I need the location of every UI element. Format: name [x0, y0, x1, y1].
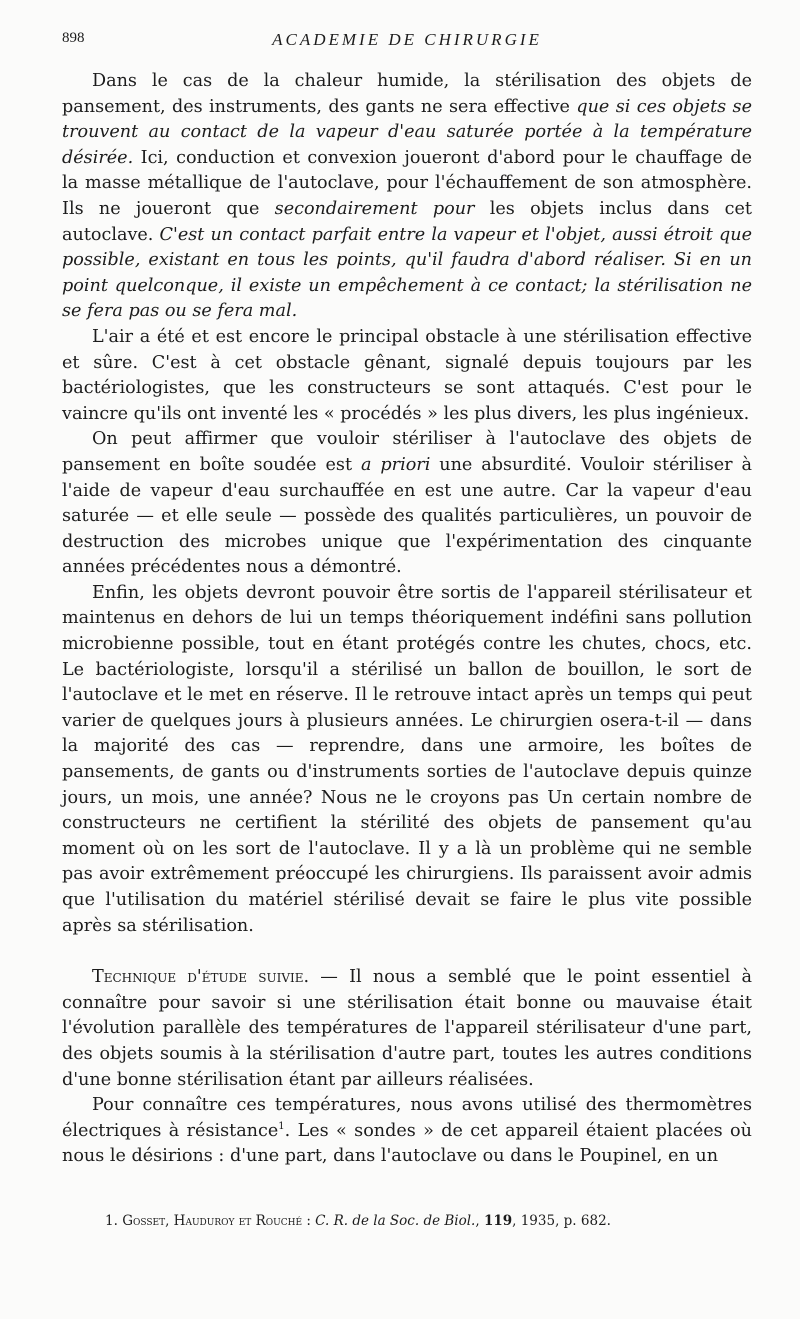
footnote-reference[interactable]: 1 — [278, 1120, 285, 1132]
footnote-rest: , 1935, p. 682. — [512, 1213, 611, 1229]
p1-italic-2: secondairement pour — [274, 198, 475, 219]
paragraph-4: Enfin, les objets devront pouvoir être sortis de l'appareil stérilisateur et maintenus en dehors de lui un temps théoriquement indéfini sans pollution microbienne possible, tout en étant protégés contre les chutes, chocs, etc. Le bactériologiste, lorsqu'il a stérilisé un ballon de bouillon, le sort de l'autoclave et le met en réserve. Il le retrouve intact après un temps qui peut varier de quelques jours à plusieurs années. Le chirurgien osera-t-il — dans la majorité des cas — reprendre, dans une armoire, les boîtes de pansements, de gants ou d'instruments sorties de l'autoclave depuis quinze jours, un mois, une année? Nous ne le croyons pas Un certain nombre de constructeurs ne certifient la stérilité des objets de pansement qu'au moment où on les sort de l'autoclave. Il y a là un problème qui ne semble pas avoir extrêmement préoccupé les chirurgiens. Ils paraissent avoir admis que l'utilisation du matériel stérilisé devait se faire le plus vite possible après sa stérilisation. — [62, 582, 752, 936]
p1-text-2: Ici, conduction et convexion joueront d'abord pour le chauffage de la masse métallique de l'autoclave, pour l'échauffement de son atmosphère. Ils ne joueront que — [62, 147, 752, 219]
running-title: ACADEMIE DE CHIRURGIE — [272, 30, 542, 49]
page-header — [62, 30, 752, 56]
p6-text-2: . Les « sondes » de cet appareil étaient placées où nous le désirions : d'une part, dans l'autoclave ou dans le Poupinel, en un — [62, 1120, 752, 1167]
p3-italic-1: a priori — [360, 454, 431, 475]
footnote-volume: 119 — [483, 1213, 513, 1229]
p3-text-1: On peut affirmer que vouloir stériliser à l'autoclave des objets de pansement en boîte soudée est — [62, 429, 752, 475]
p1-text-3: les objets inclus dans cet autoclave. — [62, 198, 752, 245]
paragraph-2: L'air a été et est encore le principal obstacle à une stérilisation effective et sûre. C'est à cet obstacle gênant, signalé depuis toujours par les bactériologistes, que les constructeurs se sont attaqués. C'est pour le vaincre qu'ils ont inventé les « procédés » les plus divers, les plus ingénieux. — [62, 326, 752, 424]
section-heading: Technique d'étude suivie. — [92, 967, 310, 988]
footnote-journal: C. R. de la Soc. de Biol. — [315, 1213, 476, 1229]
p5-text: — Il nous a semblé que le point essentiel à connaître pour savoir si une stérilisation était bonne ou mauvaise était l'évolution parallèle des températures de l'appareil stérilisateur d'une part, des objets soumis à la stérilisation d'autre part, toutes les autres conditions d'une bonne stérilisation étant par ailleurs réalisées. — [62, 967, 752, 1090]
paragraph-5 — [62, 965, 752, 1093]
footnote-authors: Gosset, Hauduroy et Rouché — [122, 1213, 303, 1229]
paragraph-6 — [62, 1093, 752, 1170]
p1-italic-1: que si ces objets se trouvent au contact de la vapeur d'eau saturée portée à la température désirée. — [62, 96, 752, 168]
footnote — [105, 1212, 755, 1230]
paragraph-1 — [62, 69, 752, 325]
body-text — [62, 69, 752, 1170]
footnote-separator: : — [302, 1213, 316, 1229]
footnote-number: 1. — [105, 1213, 118, 1229]
p1-italic-3: C'est un contact parfait entre la vapeur et l'objet, aussi étroit que possible, existant en tous les points, qu'il faudra d'abord réaliser. Si en un point quelconque, il existe un empêchement à ce contact; la stérilisation ne se fera pas ou se fera mal. — [62, 224, 752, 322]
p1-text-1: Dans le cas de la chaleur humide, la stérilisation des objets de pansement, des instruments, des gants ne sera effective — [62, 71, 752, 117]
p3-text-2: une absurdité. Vouloir stériliser à l'aide de vapeur d'eau surchauffée en est une autre. Car la vapeur d'eau saturée — et elle seule — possède des qualités particulières, un pouvoir de destruction des microbes unique que l'expérimentation des cinquante années précédentes nous a démontré. — [62, 454, 752, 578]
page-number: 898 — [62, 30, 85, 46]
footnote-comma: , — [475, 1213, 484, 1229]
p6-text-1: Pour connaître ces températures, nous avons utilisé des thermomètres électriques à résistance — [62, 1095, 752, 1141]
paragraph-3 — [62, 427, 752, 581]
